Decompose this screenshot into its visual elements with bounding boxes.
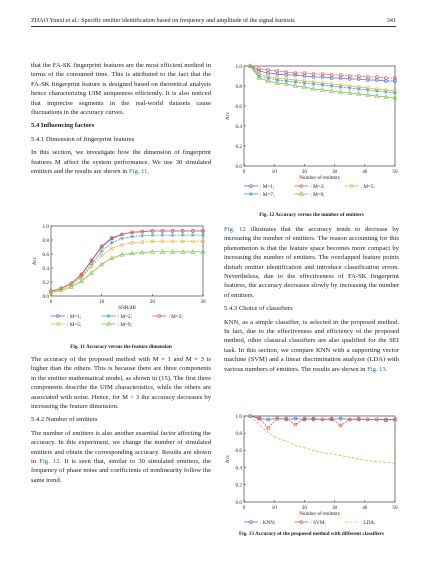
- data-point: [100, 249, 104, 253]
- legend-label: : M=1;: [260, 183, 275, 190]
- figure-link[interactable]: Fig. 12.: [39, 458, 62, 466]
- figure-link[interactable]: Fig. 12: [224, 226, 246, 233]
- x-tick-label: 20: [301, 169, 307, 175]
- series-line-M5: [51, 241, 203, 291]
- x-tick-label: 50: [392, 169, 398, 175]
- data-point: [321, 83, 325, 87]
- right-column-text: [224, 225, 399, 374]
- series-line-LDA: [250, 416, 395, 463]
- x-tick-label: 10: [271, 169, 277, 175]
- figure-caption: Fig. 12 Accuracy versus the number of emitters: [259, 212, 364, 218]
- data-point: [330, 84, 334, 88]
- x-tick-label: 40: [362, 505, 368, 511]
- legend-label: : M=5;: [67, 321, 82, 328]
- header-rule: [31, 26, 396, 27]
- y-tick-label: 0.2: [235, 143, 242, 150]
- y-tick-label: 0.4: [235, 465, 242, 472]
- y-tick-label: 0.0: [42, 293, 49, 300]
- paragraph: The number of emitters is also another essential factor affecting the accuracy. In this experiment, we change the number of simulated emitters and obtain the corresponding accuracy. Results are shown in Fig. 12. It is seen that, similar to 30 simulated emitters, the frequency of phase noise and coefficients of nonlinearity follow the same trend.: [31, 429, 211, 484]
- legend-label: : M=3;: [168, 313, 183, 320]
- y-tick-label: 0.0: [235, 163, 242, 170]
- data-point: [140, 234, 144, 238]
- y-tick-label: 1.0: [235, 63, 242, 70]
- y-tick-label: 0.0: [235, 499, 242, 506]
- y-tick-label: 0.8: [42, 237, 49, 244]
- legend-label: : M=7;: [260, 191, 275, 198]
- data-point: [120, 237, 124, 241]
- series-line-M3: [250, 66, 395, 78]
- legend-marker: [249, 192, 253, 196]
- legend-label: : M=9;: [310, 191, 325, 198]
- y-tick-label: 0.8: [235, 83, 242, 90]
- chart-fig13: [224, 412, 399, 530]
- series-line-M9: [250, 66, 395, 98]
- subsection-heading: 5.4.3 Choice of classifiers: [224, 305, 293, 313]
- legend-label: : M=5;: [360, 183, 375, 190]
- x-tick-label: 30: [200, 299, 206, 305]
- x-tick-label: 0: [242, 169, 246, 175]
- data-point: [171, 233, 175, 237]
- x-axis-label: SNR/dB: [118, 305, 136, 311]
- data-point: [160, 233, 164, 237]
- y-tick-label: 0.2: [235, 482, 242, 489]
- x-tick-label: 50: [392, 505, 398, 511]
- y-axis-label: Acc: [225, 454, 231, 464]
- y-tick-label: 0.2: [42, 279, 49, 286]
- data-point: [150, 233, 154, 237]
- figure-link[interactable]: Fig. 11.: [128, 168, 150, 176]
- legend-label: : SVM;: [310, 519, 326, 526]
- x-tick-label: 0: [242, 505, 246, 511]
- paragraph: In this section, we investigate how the dimension of fingerprint features M affect the system performance. We use 30 simulated emitters and the results are shown in Fig. 11.: [31, 149, 211, 176]
- y-tick-label: 0.6: [42, 251, 49, 258]
- left-column-lower: [31, 355, 211, 485]
- running-header: [31, 17, 396, 24]
- x-tick-label: 10: [271, 505, 277, 511]
- data-point: [357, 87, 361, 91]
- legend-label: : KNN;: [260, 519, 276, 526]
- x-tick-label: 30: [332, 505, 338, 511]
- subsection-heading: 5.4.2 Number of emitters: [31, 416, 98, 424]
- data-point: [181, 233, 185, 237]
- legend-label: : M=2;: [117, 313, 132, 320]
- legend-label: : M=1;: [67, 313, 82, 320]
- legend-label: : LDA;: [360, 519, 376, 526]
- data-point: [311, 82, 315, 86]
- data-point: [191, 233, 195, 237]
- y-axis-label: Acc: [225, 111, 231, 121]
- data-point: [366, 88, 370, 92]
- paragraph: that the FA-SK fingerprint features are the most efficient method in terms of the consumed time. This is attributed to the fact that the FA-SK fingerprint feature is designed based on theoretical analysis hence characterizing UIM uniqueness efficiently. It is also noticed that imprecise segments in the real-world datasets cause fluctuations in the accuracy curves.: [31, 62, 211, 117]
- paragraph: Fig. 12 illustrates that the accuracy tends to decrease by increasing the number of emitters. The reason accounting for this phenomenon is that the feature space becomes more compact by increasing the number of emitters. The overlapped feature points disturb emitter identification and introduce classification errors. Nevertheless, due to the effectiveness of FA-SK fingerprint features, the accuracy decreases slowly by increasing the number of emitters.: [224, 226, 400, 299]
- subsection-heading: 5.4.1 Dimension of fingerprint features: [31, 135, 135, 143]
- figure-link[interactable]: Fig. 13.: [367, 365, 388, 373]
- series-line-M3: [51, 231, 203, 291]
- y-tick-label: 1.0: [42, 223, 49, 230]
- data-point: [348, 86, 352, 90]
- data-point: [384, 90, 388, 94]
- figure-caption: Fig. 13 Accuracy of the proposed method with different classifiers: [238, 531, 385, 537]
- data-point: [393, 91, 397, 95]
- data-point: [375, 89, 379, 93]
- left-column-upper: [31, 61, 211, 176]
- x-tick-label: 20: [149, 299, 155, 305]
- data-point: [267, 427, 270, 430]
- paragraph: The accuracy of the proposed method with M = 1 and M = 3 is higher than the others. This is because there are three components in the emitter mathematical model, as shown in (15). The first three components describe the UIM characteristics, while the others are associated with noise. Hence, for M > 3 the accuracy decreases by increasing the feature dimension.: [31, 356, 211, 411]
- data-point: [201, 233, 205, 237]
- legend-label: : M=3;: [310, 183, 325, 190]
- x-tick-label: 40: [362, 169, 368, 175]
- legend-marker: [107, 314, 111, 318]
- paragraph: KNN, as a simple classifier, is selected in the proposed method. In fact, due to the effectiveness and efficiency of the proposed method, other classical classifiers are also qualified for the SEI task. In this section, we compare KNN with a supporting vector machine (SVM) and a linear discrimination analyzer (LDA) with various numbers of emitters. The results are shown in Fig. 13.: [224, 318, 399, 373]
- x-tick-label: 20: [301, 505, 307, 511]
- chart-fig12: [224, 62, 399, 208]
- series-line-M9: [51, 252, 203, 293]
- section-heading: 5.4 Influencing factors: [31, 122, 95, 130]
- y-tick-label: 0.8: [235, 431, 242, 437]
- page-number: 341: [386, 17, 396, 24]
- legend-label: : M=9;: [117, 321, 132, 328]
- x-tick-label: 0: [49, 299, 53, 305]
- y-tick-label: 0.6: [235, 448, 242, 455]
- x-axis-label: Number of emitters: [299, 511, 340, 517]
- series-line-M1: [51, 231, 203, 291]
- data-point: [339, 85, 343, 89]
- y-axis-label: Acc: [32, 256, 38, 266]
- y-tick-label: 0.4: [235, 123, 242, 130]
- y-tick-label: 1.0: [235, 413, 242, 420]
- x-axis-label: Number of emitters: [299, 175, 340, 181]
- figure-caption: Fig. 11 Accuracy versus the feature dimension: [70, 344, 172, 350]
- data-point: [130, 235, 134, 239]
- x-tick-label: 10: [99, 299, 105, 305]
- data-point: [110, 241, 114, 245]
- running-title: ZHAO Yunxi et al.: Specific emitter identification based on frequency and amplitude of the signal kurtosis: [31, 17, 295, 24]
- chart-fig11: [31, 222, 211, 342]
- y-tick-label: 0.6: [235, 103, 242, 110]
- y-tick-label: 0.4: [42, 265, 49, 272]
- x-tick-label: 30: [332, 169, 338, 175]
